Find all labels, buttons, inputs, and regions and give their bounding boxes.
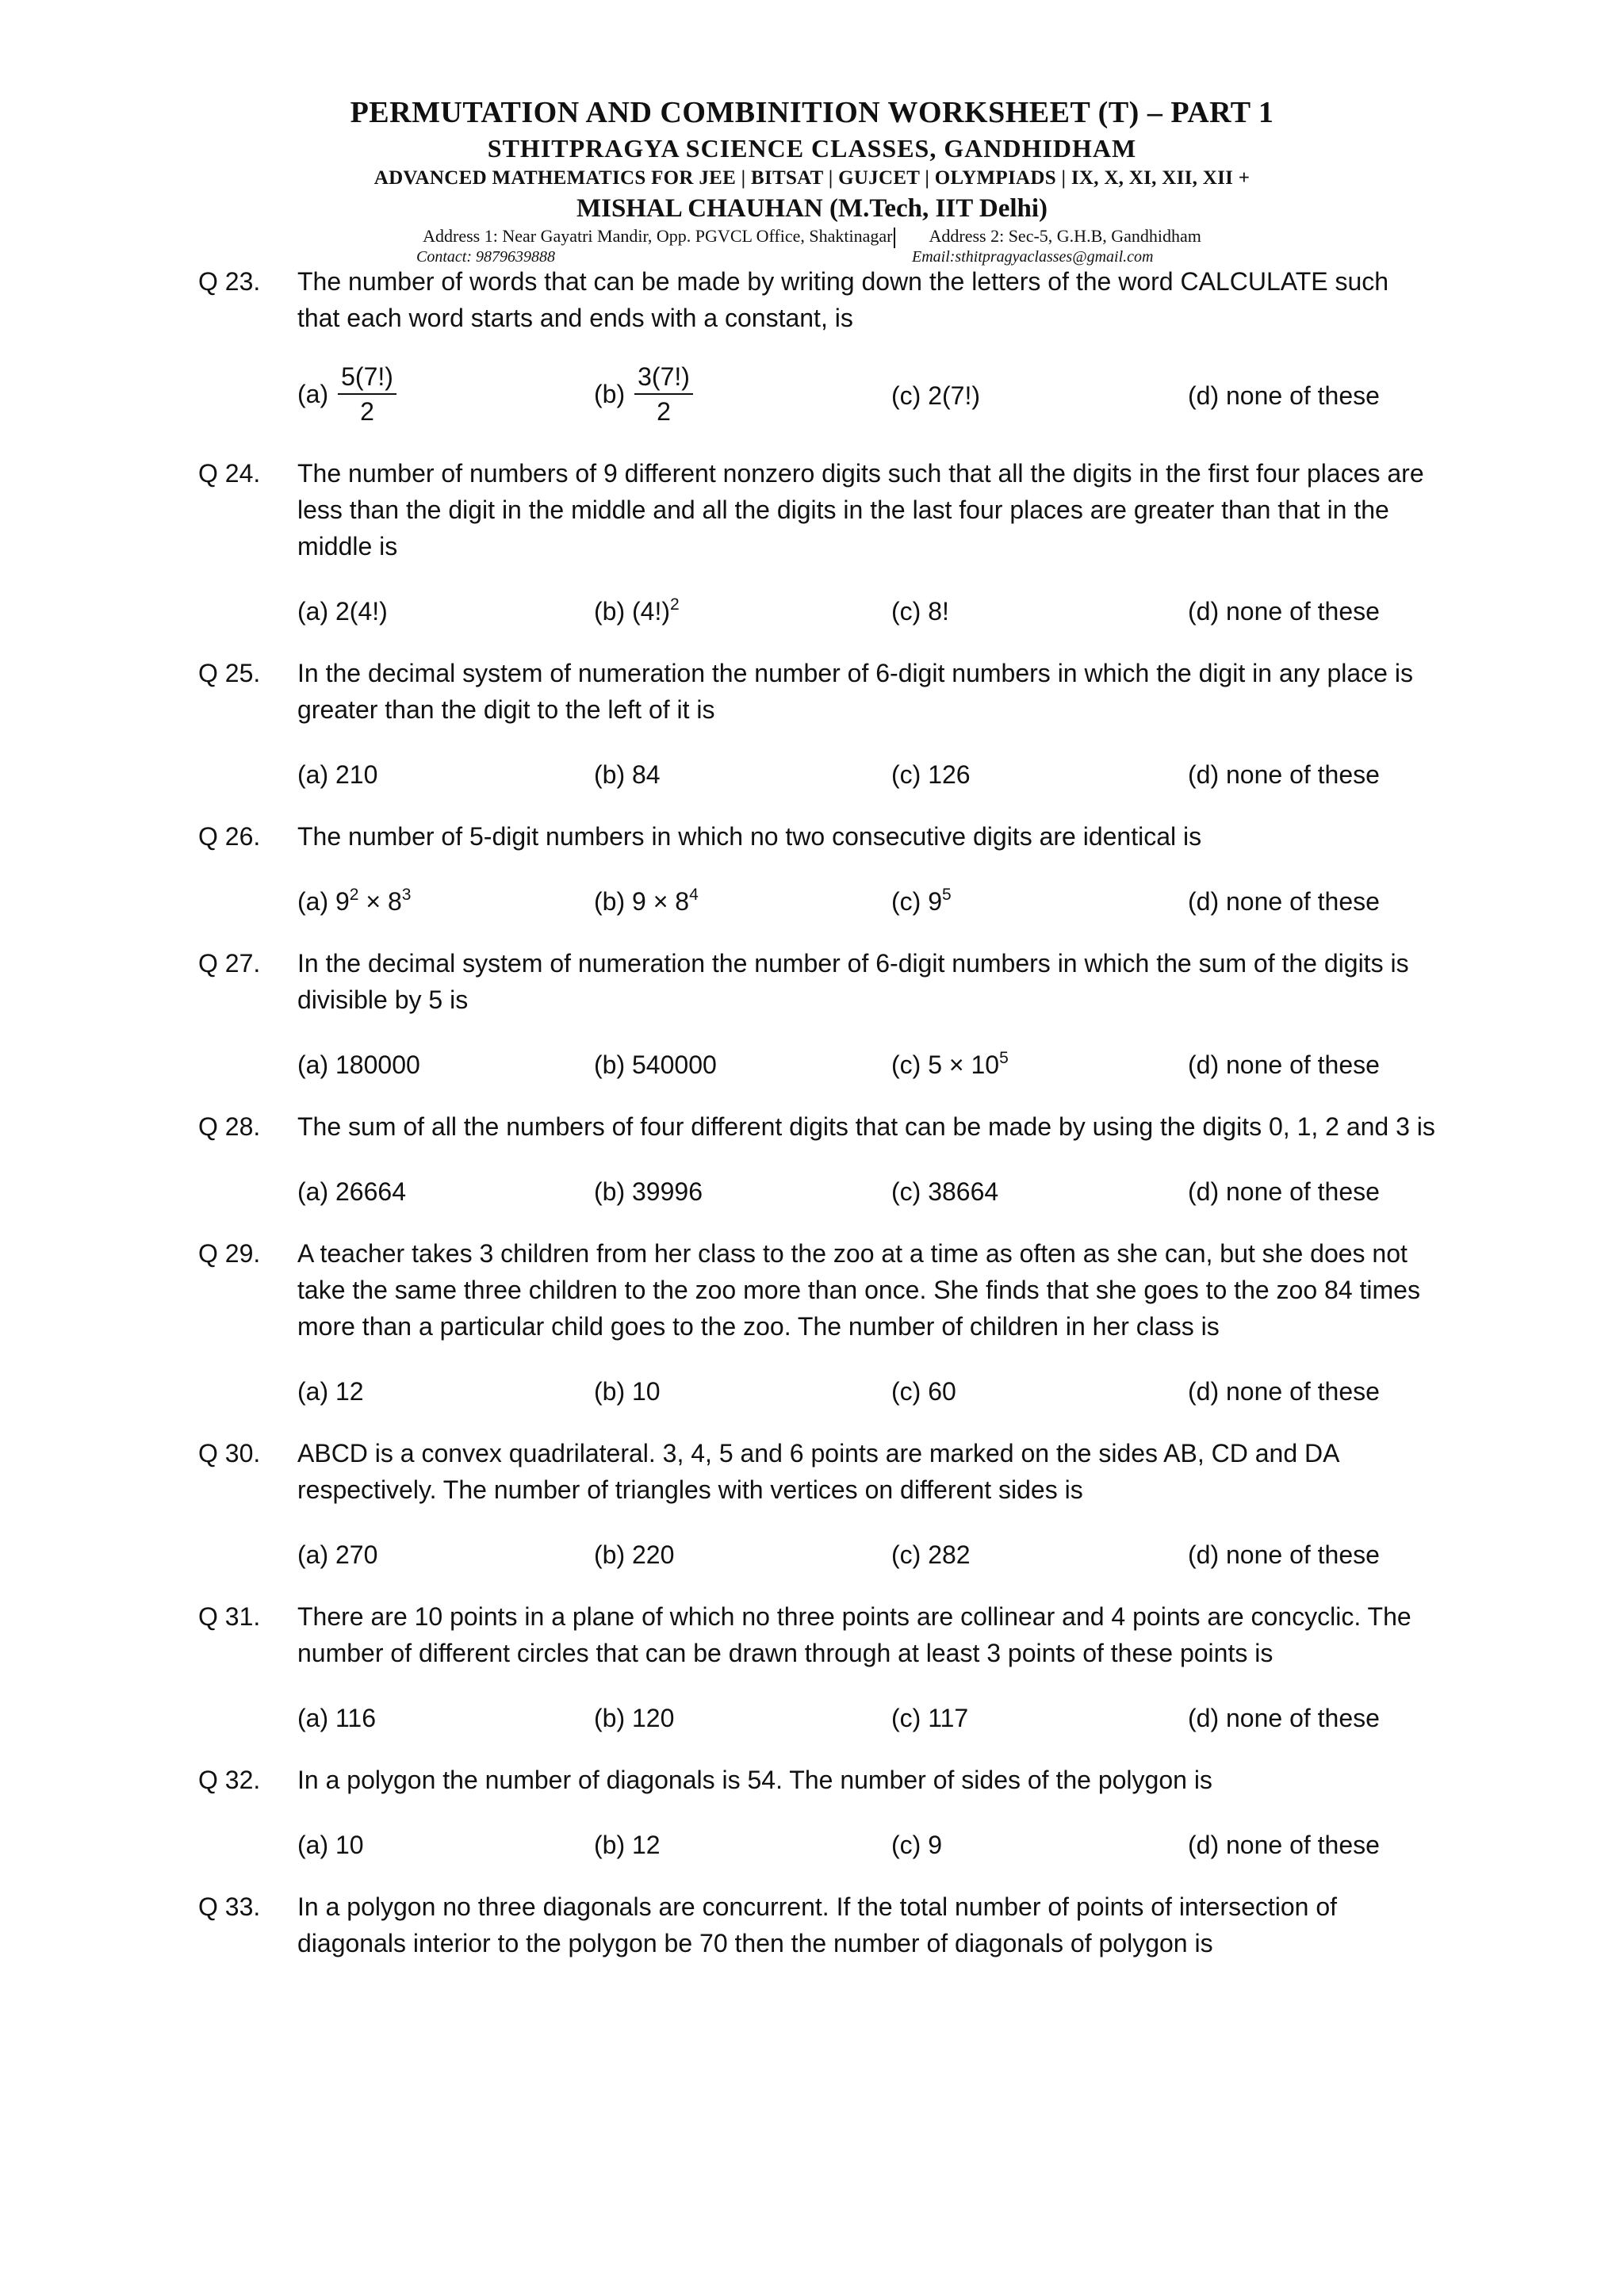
superscript: 2 xyxy=(349,886,359,904)
option-d: (d) none of these xyxy=(1188,1540,1380,1569)
address-1: Address 1: Near Gayatri Mandir, Opp. PGVCL Office, Shaktinagar xyxy=(423,226,893,246)
superscript: 3 xyxy=(401,886,412,904)
option-c xyxy=(891,883,952,920)
option-b xyxy=(594,883,699,920)
fraction xyxy=(338,360,396,428)
question-number: Q 30. xyxy=(198,1439,261,1468)
option-b: (b) 120 xyxy=(594,1704,675,1732)
question-29 xyxy=(198,1235,1435,1411)
option-a: (a) 12 xyxy=(297,1377,364,1406)
option-d: (d) none of these xyxy=(1188,1177,1380,1206)
option-a xyxy=(297,883,411,920)
fraction-denominator: 2 xyxy=(360,397,374,426)
question-32 xyxy=(198,1762,1435,1865)
option-text: (c) 5 × 10 xyxy=(891,1050,1000,1079)
options-row xyxy=(297,1040,1435,1085)
option-b: (b) 10 xyxy=(594,1377,661,1406)
question-text: A teacher takes 3 children from her class to the zoo at a time as often as she can, but she does not take the same three children to the zoo more than once. She finds that she goes to the zoo 84 times more than a particular child goes to the zoo. The number of children in her class is xyxy=(297,1239,1420,1341)
options-row xyxy=(297,1530,1435,1575)
superscript: 5 xyxy=(942,886,952,904)
options-row xyxy=(297,1693,1435,1738)
question-text: The number of words that can be made by writing down the letters of the word CALCULATE such that each word starts and ends with a constant, is xyxy=(297,267,1389,332)
superscript: 4 xyxy=(689,886,699,904)
question-24 xyxy=(198,455,1435,631)
option-b: (b) 12 xyxy=(594,1831,661,1859)
option-c xyxy=(891,1047,1009,1083)
fraction-numerator: 3(7!) xyxy=(634,360,693,395)
question-text: The sum of all the numbers of four different digits that can be made by using the digits 0, 1, 2 and 3 is xyxy=(297,1112,1435,1141)
question-text: The number of numbers of 9 different nonzero digits such that all the digits in the first four places are less than the digit in the middle and all the digits in the last four places are greater than that in the middle is xyxy=(297,459,1424,561)
option-c: (c) 126 xyxy=(891,760,971,789)
option-c: (c) 117 xyxy=(891,1704,969,1732)
options-row xyxy=(297,587,1435,631)
address-2: Address 2: Sec-5, G.H.B, Gandhidham xyxy=(929,226,1201,246)
option-c: (c) 8! xyxy=(891,597,949,626)
question-text: The number of 5-digit numbers in which no two consecutive digits are identical is xyxy=(297,822,1202,851)
superscript: 2 xyxy=(670,595,680,614)
institute-name: STHITPRAGYA SCIENCE CLASSES, GANDHIDHAM xyxy=(487,134,1137,163)
question-number: Q 23. xyxy=(198,267,261,296)
question-number: Q 27. xyxy=(198,949,261,978)
question-list xyxy=(198,263,1435,1985)
option-b: (b) 84 xyxy=(594,760,661,789)
question-33 xyxy=(198,1888,1435,1961)
option-d: (d) none of these xyxy=(1188,1377,1380,1406)
option-d: (d) none of these xyxy=(1188,381,1380,410)
options-row xyxy=(297,750,1435,794)
option-c: (c) 282 xyxy=(891,1540,971,1569)
question-text: In a polygon no three diagonals are concurrent. If the total number of points of intersection of diagonals interior to the polygon be 70 then the number of diagonals of polygon is xyxy=(297,1892,1338,1957)
question-text: In the decimal system of numeration the number of 6-digit numbers in which the sum of the digits is divisible by 5 is xyxy=(297,949,1409,1014)
question-26 xyxy=(198,818,1435,921)
option-d: (d) none of these xyxy=(1188,1831,1380,1859)
question-number: Q 31. xyxy=(198,1602,261,1631)
fraction-numerator: 5(7!) xyxy=(338,360,396,395)
teacher-name: MISHAL CHAUHAN (M.Tech, IIT Delhi) xyxy=(576,194,1048,223)
option-c: (c) 38664 xyxy=(891,1177,999,1206)
option-a: (a) 26664 xyxy=(297,1177,406,1206)
option-b: (b) 220 xyxy=(594,1540,675,1569)
option-b: (b) 540000 xyxy=(594,1050,717,1079)
option-a: (a) 10 xyxy=(297,1831,364,1859)
option-text: (a) 9 xyxy=(297,887,350,916)
question-number: Q 25. xyxy=(198,659,261,687)
courses-line: ADVANCED MATHEMATICS FOR JEE | BITSAT | GUJCET | OLYMPIADS | IX, X, XI, XII, XII + xyxy=(373,167,1251,189)
options-row xyxy=(297,1167,1435,1211)
question-30 xyxy=(198,1435,1435,1575)
option-b xyxy=(594,593,680,629)
question-number: Q 32. xyxy=(198,1766,261,1794)
question-23 xyxy=(198,263,1435,431)
options-row xyxy=(297,1820,1435,1865)
option-d: (d) none of these xyxy=(1188,760,1380,789)
option-a: (a) 180000 xyxy=(297,1050,420,1079)
options-row xyxy=(297,877,1435,921)
option-d: (d) none of these xyxy=(1188,887,1380,916)
option-label: (a) xyxy=(297,380,329,408)
option-d: (d) none of these xyxy=(1188,597,1380,626)
worksheet-title: PERMUTATION AND COMBINITION WORKSHEET (T) – PART 1 xyxy=(350,96,1274,129)
option-a xyxy=(297,360,396,428)
option-text: (b) 9 × 8 xyxy=(594,887,690,916)
question-text: ABCD is a convex quadrilateral. 3, 4, 5 and 6 points are marked on the sides AB, CD and DA respectively. The number of triangles with vertices on different sides is xyxy=(297,1439,1339,1504)
option-text: (b) (4!) xyxy=(594,597,670,626)
contact-email: Email:sthitpragyaclasses@gmail.com xyxy=(912,247,1154,266)
option-c: (c) 2(7!) xyxy=(891,381,980,410)
question-31 xyxy=(198,1598,1435,1738)
contact-phone: Contact: 9879639888 xyxy=(416,247,555,266)
option-c: (c) 60 xyxy=(891,1377,956,1406)
option-a: (a) 2(4!) xyxy=(297,597,388,626)
question-text: There are 10 points in a plane of which no three points are collinear and 4 points are concyclic. The number of different circles that can be drawn through at least 3 points of these points is xyxy=(297,1602,1411,1667)
address-separator xyxy=(894,228,895,248)
option-text: (c) 9 xyxy=(891,887,942,916)
question-number: Q 33. xyxy=(198,1892,261,1921)
question-number: Q 24. xyxy=(198,459,261,488)
question-text: In the decimal system of numeration the number of 6-digit numbers in which the digit in any place is greater than the digit to the left of it is xyxy=(297,659,1413,724)
option-text: × 8 xyxy=(358,887,402,916)
question-number: Q 26. xyxy=(198,822,261,851)
question-number: Q 29. xyxy=(198,1239,261,1268)
question-text: In a polygon the number of diagonals is 54. The number of sides of the polygon is xyxy=(297,1766,1212,1794)
options-row xyxy=(297,1367,1435,1411)
superscript: 5 xyxy=(999,1049,1009,1067)
option-d: (d) none of these xyxy=(1188,1704,1380,1732)
option-b: (b) 39996 xyxy=(594,1177,703,1206)
option-a: (a) 270 xyxy=(297,1540,378,1569)
option-b xyxy=(594,360,693,428)
options-row xyxy=(297,360,1435,431)
option-c: (c) 9 xyxy=(891,1831,942,1859)
fraction xyxy=(634,360,693,428)
option-label: (b) xyxy=(594,380,626,408)
question-28 xyxy=(198,1108,1435,1211)
fraction-denominator: 2 xyxy=(657,397,671,426)
worksheet-header xyxy=(0,94,1624,266)
question-25 xyxy=(198,655,1435,794)
option-a: (a) 210 xyxy=(297,760,378,789)
option-d: (d) none of these xyxy=(1188,1050,1380,1079)
question-number: Q 28. xyxy=(198,1112,261,1141)
question-27 xyxy=(198,945,1435,1085)
option-a: (a) 116 xyxy=(297,1704,377,1732)
address-line xyxy=(0,225,1624,248)
